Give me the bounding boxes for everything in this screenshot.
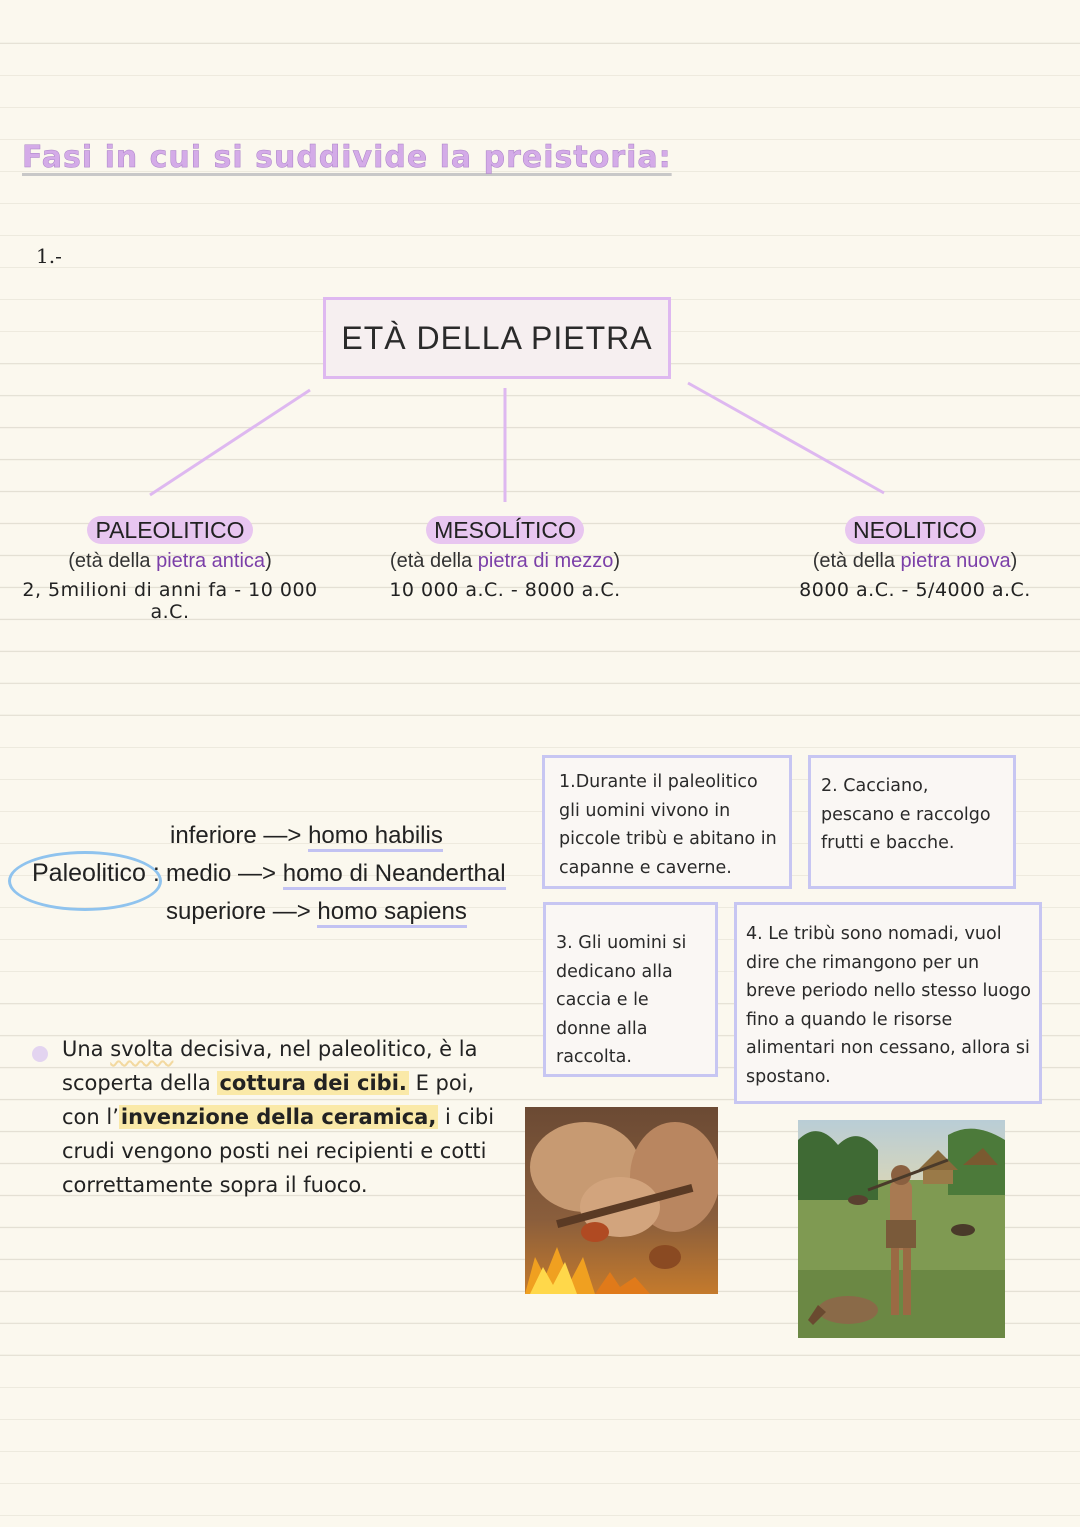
paleolitico-label: Paleolitico : [32, 859, 160, 887]
section-number: 1.- [36, 244, 62, 268]
note-box-3: 3. Gli uomini si dedicano alla caccia e le donne alla raccolta. [543, 902, 718, 1077]
period-subtitle: (età della pietra nuova) [812, 550, 1018, 572]
note-box-1: 1.Durante il paleolitico gli uomini vivono in piccole tribù e abitano in capanne e caverne. [542, 755, 792, 889]
period-dates: 2, 5milioni di anni fa - 10 000 a.C. [22, 579, 318, 623]
subdivision-row-medio: medio —> homo di Neanderthal [166, 860, 506, 888]
period-name: PALEOLITICO [87, 516, 252, 544]
note-box-2: 2. Cacciano, pescano e raccolgo frutti e bacche. [808, 755, 1016, 889]
period-name: NEOLITICO [845, 516, 985, 544]
page-title: Fasi in cui si suddivide la preistoria: [22, 140, 672, 175]
period-mesolitico [385, 516, 625, 601]
connector-left [150, 390, 310, 495]
period-name: MESOLÍTICO [426, 516, 584, 544]
paragraph-cottura: Una svolta decisiva, nel paleolitico, è la scoperta della cottura dei cibi. E poi, con l’invenzione della ceramica, i cibi crudi vengono posti nei recipienti e cotti correttamente sopra il fuoco. [62, 1037, 495, 1197]
note-box-4: 4. Le tribù sono nomadi, vuol dire che rimangono per un breve periodo nello stesso luogo fino a quando le risorse alimentari non cessano, allora si spostano. [734, 902, 1042, 1104]
neolithic-village-illustration [798, 1120, 1005, 1338]
subdivision-row-inferiore: inferiore —> homo habilis [170, 822, 443, 850]
bullet-dot [32, 1046, 48, 1062]
period-dates: 8000 a.C. - 5/4000 a.C. [799, 579, 1031, 601]
period-neolitico [790, 516, 1040, 601]
period-dates: 10 000 a.C. - 8000 a.C. [389, 579, 621, 601]
main-concept-box [323, 297, 671, 379]
period-subtitle: (età della pietra antica) [68, 550, 272, 572]
period-subtitle: (età della pietra di mezzo) [389, 550, 621, 572]
main-concept-label: ETÀ DELLA PIETRA [341, 319, 653, 356]
fire-cooking-illustration [525, 1107, 718, 1294]
connector-right [688, 383, 884, 493]
subdivision-row-superiore: superiore —> homo sapiens [166, 898, 467, 926]
period-paleolitico [0, 516, 340, 623]
